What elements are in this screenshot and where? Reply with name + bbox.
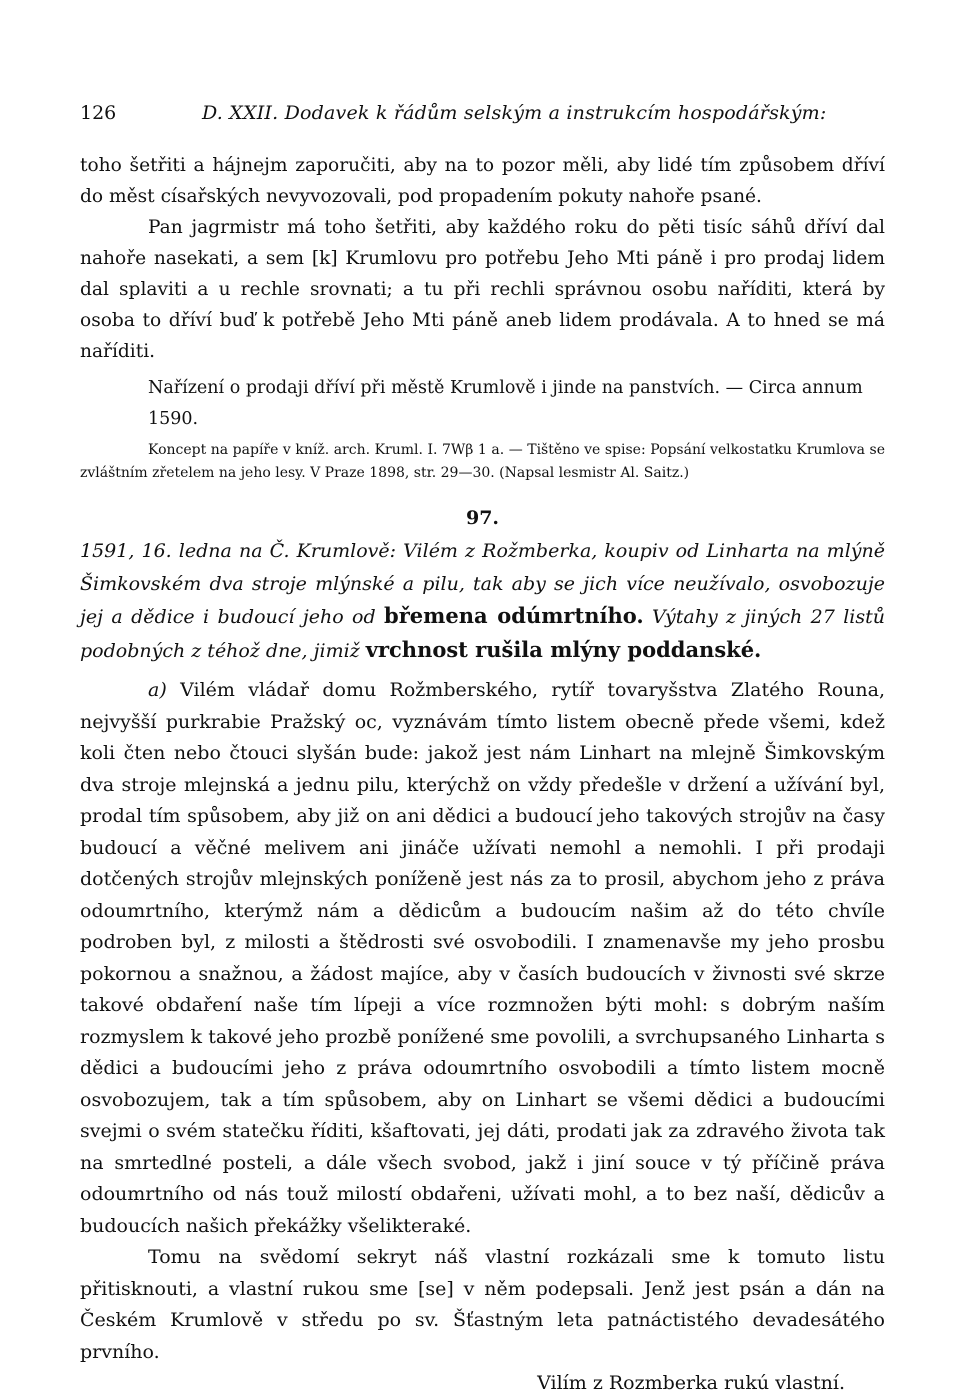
body-text-a: Vilém vládař domu Rožmberského, rytíř tovaryšstva Zlatého Rouna, nejvyšší purkrabie Pražský oc, vyznávám tímto listem obecně přede všemi, kdež koli čten nebo čtouci slyšán bude: jakož jest nám Linhart na mlejně Šimkovským dva stroje mlejnská a jednu pilu, kterýchž on vždy předešle v držení a užívání byl, prodal tím spůsobem, aby již on ani dědici a budoucí jeho takových strojův na časy budoucí a věčné melivem ani jináče užívati nemohl a nemohli. I při prodaji dotčených strojův mlejnských poníženě jest nás za to prosil, abychom jeho z práva odoumrtního, kterýmž nám a dědicům a budoucím našim až do této chvíle podroben byl, z milosti a štědrosti své osvobodili. I znamenavše my jeho prosbu pokornou a snažnou, a žádost majíce, aby v časích budoucích v živnosti své skrze takové obdaření naše tím lípeji a více rozmnožen býti mohl: s dobrým naším rozmyslem k takové jeho prozbě ponížené sme povolili, a svrchupsaného Linharta s dědici a budoucími jeho z práva odoumrtního osvobodili a tímto listem mocně osvobozujem, tak a tím spůsobem, aby on Linhart se všemi dědici a budoucími svejmi o svém statečku říditi, kšaftovati, jej dáti, prodati jak za zdravého života tak na smrtedlné posteli, a dále všech svobod, jakž i jiní souce v tý příčině práva odoumrtního od nás touž milostí obdařeni, užívati mohl, a to bez naší, dědicův a budoucích našich překážky všelikteraké. bbox=[80, 679, 885, 1237]
regest-bold-1: břemena odúmrtního. bbox=[384, 603, 644, 628]
signature: Vilím z Rozmberka rukú vlastní. bbox=[537, 1372, 845, 1394]
continuation-paragraph: toho šetřiti a hájnejm zaporučiti, aby na to pozor měli, aby lidé tím způsobem dříví do měst císařských nevyvozovali, pod propadením pokuty nahoře psané. bbox=[80, 155, 885, 207]
body-paragraph-a bbox=[80, 675, 885, 1242]
running-title: D. XXII. Dodavek k řádům selským a instrukcím hospodářským: bbox=[202, 102, 827, 124]
document-number: 97. bbox=[465, 507, 500, 529]
document-body bbox=[80, 675, 885, 1400]
source-note bbox=[80, 439, 885, 485]
jagrmistr-paragraph: Pan jagrmistr má toho šetřiti, aby každého roku do pěti tisíc sáhů dříví dal nahoře nasekati, a sem [k] Krumlovu pro potřebu Jeho Mti páně i pro prodaj lidem dal splaviti a u rechle srovnati; a tu při rechli správnou osobu naříditi, která by osoba to dříví buď k potřebě Jeho Mti páně aneb lidem prodávala. A to hned se má naříditi. bbox=[80, 217, 885, 362]
regest-start: 1591, 16. ledna na Č. Krumlově: Vilém z Rožmberka, koupiv od Linharta na mlýně Šimkovském dva stroje mlýnské a pilu, tak aby se jich více neužívalo, osvobozuje jej a dědice i budoucí jeho od bbox=[80, 540, 885, 628]
document-regest bbox=[80, 535, 885, 667]
regest-middle: Výtahy z jiných 27 listů podobných z téhož dne, jimiž bbox=[80, 606, 885, 662]
source-line: Nařízení o prodaji dříví při městě Krumlově i jinde na panstvích. — Circa annum 1590. bbox=[148, 378, 863, 429]
running-header bbox=[80, 100, 885, 126]
page-number: 126 bbox=[80, 102, 117, 124]
body-paragraph-testimony: Tomu na svědomí sekryt náš vlastní rozkázali sme k tomuto listu přitisknouti, a vlastní rukou sme [se] v něm podepsali. Jenž jest psán a dán na Českém Krumlově v středu po sv. Šťastným leta patnáctistého devadesátého prvního. bbox=[80, 1246, 885, 1363]
regest-bold-2: vrchnost rušila mlýny poddanské. bbox=[365, 636, 762, 662]
body-label-a: a) bbox=[148, 679, 167, 701]
source-note-text: Koncept na papíře v kníž. arch. Kruml. I. 7Wβ 1 a. — Tištěno ve spise: Popsání velkostatku Krumlova se zvláštním zřetelem na jeho lesy. V Praze 1898, str. 29—30. (Napsal lesmistr Al. Saitz.) bbox=[80, 442, 885, 481]
document-page bbox=[80, 100, 885, 1400]
